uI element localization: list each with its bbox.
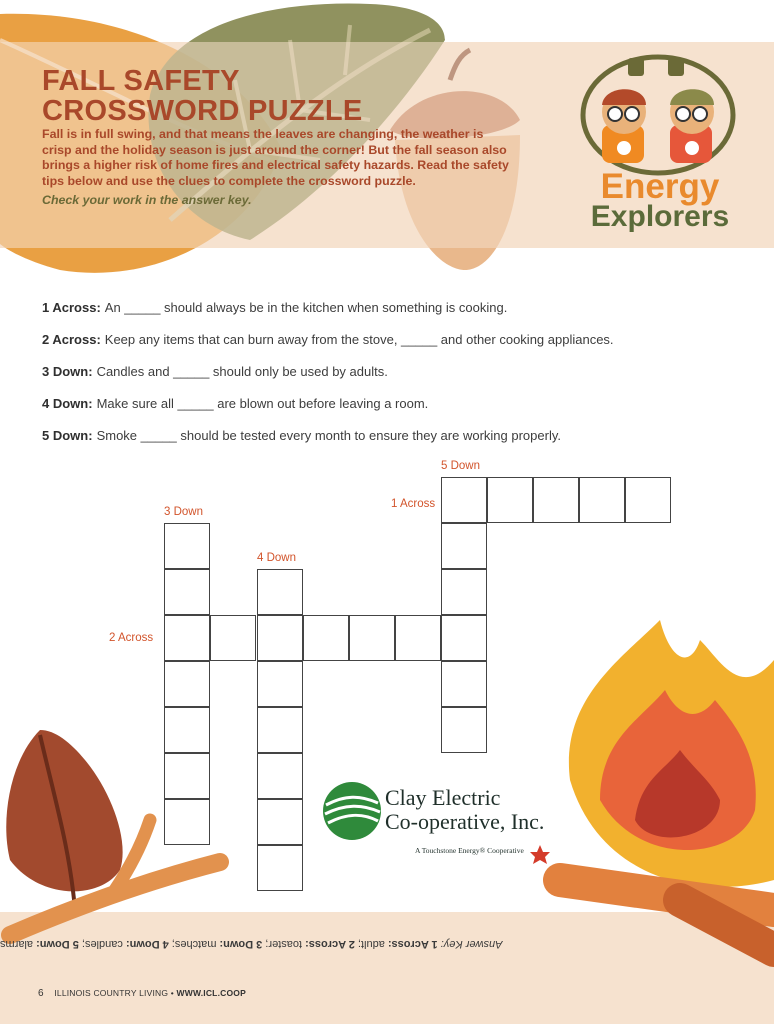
crossword-cell[interactable] (441, 615, 487, 661)
crossword-cell[interactable] (257, 753, 303, 799)
clue-text: Smoke _____ should be tested every month to ensure they are working properly. (96, 428, 561, 443)
crossword-cell[interactable] (164, 707, 210, 753)
clue-label: 3 Down: (42, 364, 93, 379)
footer-url[interactable]: WWW.ICL.COOP (176, 988, 246, 998)
publication-name: ILLINOIS COUNTRY LIVING (54, 988, 169, 998)
grid-label-3-down: 3 Down (164, 506, 203, 518)
answer-value: adult; (357, 938, 385, 950)
crossword-cell[interactable] (164, 799, 210, 845)
crossword-cell[interactable] (257, 569, 303, 615)
clue-4-down (42, 396, 428, 411)
clue-label: 4 Down: (42, 396, 93, 411)
brown-leaf-illustration (6, 730, 122, 910)
clue-text: Make sure all _____ are blown out before leaving a room. (96, 396, 429, 411)
answer-value: alarms (0, 938, 34, 950)
clue-text: An _____ should always be in the kitchen when something is cooking. (104, 300, 508, 315)
grid-label-5-down: 5 Down (441, 460, 480, 472)
crossword-cell[interactable] (210, 615, 256, 661)
explorers-word: Explorers (590, 200, 730, 233)
title-line-2: CROSSWORD PUZZLE (42, 95, 363, 127)
clue-text: Candles and _____ should only be used by adults. (96, 364, 388, 379)
answer-key-label: Answer Key: (440, 938, 503, 950)
intro-paragraph: Fall is in full swing, and that means the leaves are changing, the weather is crisp and the holiday season is just around the corner! But the fall season also brings a higher risk of home fires and electrical safety hazards. Read the safety tips below and use the clues to complete the crossword puzzle. (42, 127, 509, 188)
answer-value: toaster; (265, 938, 303, 950)
crossword-cell[interactable] (164, 615, 210, 661)
crossword-cell[interactable] (257, 707, 303, 753)
crossword-cell[interactable] (303, 615, 349, 661)
clue-2-across (42, 332, 614, 347)
page-footer (38, 988, 246, 999)
crossword-cell[interactable] (395, 615, 441, 661)
clay-electric-logo-mark (323, 782, 381, 840)
answer-label: 1 Across: (387, 938, 438, 950)
crossword-cell[interactable] (441, 523, 487, 569)
answer-key-note: Check your work in the answer key. (42, 193, 252, 207)
crossword-cell[interactable] (164, 523, 210, 569)
answer-value: candles; (81, 938, 123, 950)
crossword-cell[interactable] (533, 477, 579, 523)
clue-label: 1 Across: (42, 300, 101, 315)
answer-key-upside-down (0, 938, 672, 950)
answer-label: 4 Down: (125, 938, 169, 950)
title-line-1: FALL SAFETY (42, 65, 240, 97)
clay-electric-logo-name (385, 786, 544, 834)
clue-3-down (42, 364, 388, 379)
logo-name-line-2: Co-operative, Inc. (385, 809, 545, 834)
crossword-cell[interactable] (441, 477, 487, 523)
crossword-cell[interactable] (441, 707, 487, 753)
energy-explorers-wordmark (585, 167, 735, 233)
grid-label-4-down: 4 Down (257, 552, 296, 564)
touchstone-star-icon (530, 845, 550, 864)
grid-label-1-across: 1 Across (391, 498, 436, 510)
crossword-cell[interactable] (164, 753, 210, 799)
crossword-cell[interactable] (349, 615, 395, 661)
clue-label: 5 Down: (42, 428, 93, 443)
crossword-cell[interactable] (441, 661, 487, 707)
crossword-cell[interactable] (164, 569, 210, 615)
crossword-cell[interactable] (487, 477, 533, 523)
crossword-cell[interactable] (441, 569, 487, 615)
page-number: 6 (38, 988, 44, 999)
logo-name-line-1: Clay Electric (385, 785, 501, 810)
energy-word: Energy (600, 167, 720, 206)
crossword-cell[interactable] (257, 615, 303, 661)
crossword-cell[interactable] (257, 661, 303, 707)
answer-label: 3 Down: (219, 938, 263, 950)
crossword-cell[interactable] (625, 477, 671, 523)
answer-label: 2 Across: (305, 938, 355, 950)
clue-text: Keep any items that can burn away from the stove, _____ and other cooking appliances. (104, 332, 614, 347)
crossword-cell[interactable] (257, 799, 303, 845)
campfire-illustration (560, 620, 774, 950)
footer-bullet: • (170, 988, 174, 998)
page-title (42, 66, 363, 126)
crossword-cell[interactable] (579, 477, 625, 523)
crossword-cell[interactable] (164, 661, 210, 707)
crossword-cell[interactable] (257, 845, 303, 891)
clue-label: 2 Across: (42, 332, 101, 347)
answer-label: 5 Down: (36, 938, 79, 950)
clue-5-down (42, 428, 561, 443)
grid-label-2-across: 2 Across (109, 632, 154, 644)
touchstone-tagline: A Touchstone Energy® Cooperative (415, 846, 524, 855)
answer-value: matches; (171, 938, 217, 950)
clue-1-across (42, 300, 507, 315)
